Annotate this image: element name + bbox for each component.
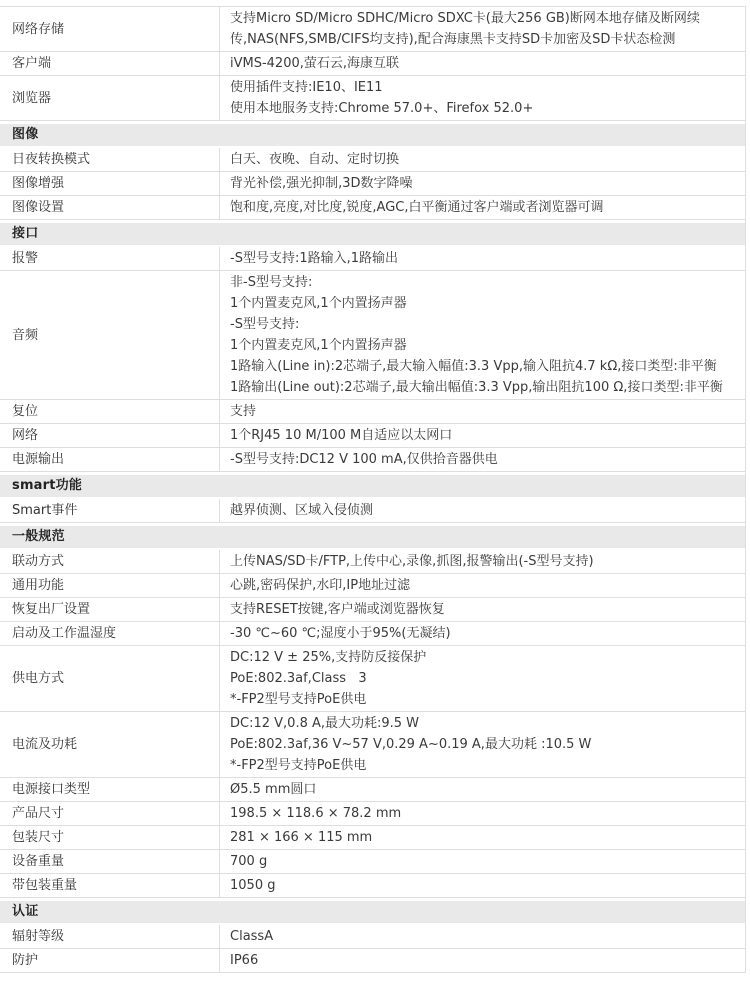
spec-value-line: 1路输出(Line out):2芯端子,最大输出幅值:3.3 Vpp,输出阻抗100 Ω,接口类型:非平衡 xyxy=(230,380,723,395)
spec-value xyxy=(220,622,745,645)
spec-label: 恢复出厂设置 xyxy=(0,598,220,621)
spec-value-line: Ø5.5 mm圆口 xyxy=(230,782,317,797)
spec-value-line: PoE:802.3af,Class 3 xyxy=(230,671,367,686)
spec-value-line: -S型号支持:1路输入,1路输出 xyxy=(230,251,398,266)
spec-label: 报警 xyxy=(0,247,220,270)
table-row xyxy=(0,874,745,898)
spec-value xyxy=(220,850,745,873)
spec-value-line: 上传NAS/SD卡/FTP,上传中心,录像,抓图,报警输出(-S型号支持) xyxy=(230,554,594,569)
spec-value-line: DC:12 V ± 25%,支持防反接保护 xyxy=(230,650,427,665)
section-header: 接口 xyxy=(0,223,745,245)
spec-value-line: 198.5 × 118.6 × 78.2 mm xyxy=(230,806,402,821)
table-row xyxy=(0,622,745,646)
table-row xyxy=(0,826,745,850)
table-row xyxy=(0,778,745,802)
spec-value-line: -S型号支持: xyxy=(230,317,300,332)
spec-value-line: IP66 xyxy=(230,953,259,968)
spec-value xyxy=(220,448,745,471)
spec-value xyxy=(220,712,745,777)
spec-value-line: 饱和度,亮度,对比度,锐度,AGC,白平衡通过客户端或者浏览器可调 xyxy=(230,200,604,215)
spec-value-line: 700 g xyxy=(230,854,268,869)
spec-value xyxy=(220,826,745,849)
table-row xyxy=(0,499,745,523)
table-row xyxy=(0,550,745,574)
spec-value-line: 支持 xyxy=(230,404,257,419)
table-row xyxy=(0,271,745,400)
spec-value-line: 越界侦测、区域入侵侦测 xyxy=(230,503,374,518)
spec-value-line: 使用本地服务支持:Chrome 57.0+、Firefox 52.0+ xyxy=(230,101,534,116)
table-row xyxy=(0,196,745,220)
spec-label: 图像设置 xyxy=(0,196,220,219)
table-row xyxy=(0,448,745,472)
spec-label: 包装尺寸 xyxy=(0,826,220,849)
spec-label: 电源接口类型 xyxy=(0,778,220,801)
table-row xyxy=(0,925,745,949)
spec-value-line: 支持RESET按键,客户端或浏览器恢复 xyxy=(230,602,445,617)
spec-value-line: 非-S型号支持: xyxy=(230,275,313,290)
spec-value xyxy=(220,802,745,825)
table-row xyxy=(0,424,745,448)
table-row xyxy=(0,574,745,598)
spec-value xyxy=(220,148,745,171)
spec-table xyxy=(0,6,746,973)
spec-label: 带包装重量 xyxy=(0,874,220,897)
table-row xyxy=(0,172,745,196)
spec-value xyxy=(220,499,745,522)
spec-value xyxy=(220,550,745,573)
spec-value-line: ClassA xyxy=(230,929,274,944)
table-row xyxy=(0,646,745,712)
spec-value-line: -S型号支持:DC12 V 100 mA,仅供拾音器供电 xyxy=(230,452,498,467)
spec-label: 辐射等级 xyxy=(0,925,220,948)
spec-label: 供电方式 xyxy=(0,646,220,711)
spec-value xyxy=(220,574,745,597)
spec-value xyxy=(220,949,745,972)
spec-value xyxy=(220,76,745,120)
spec-value-line: 白天、夜晚、自动、定时切换 xyxy=(230,152,400,167)
table-row xyxy=(0,400,745,424)
spec-value xyxy=(220,52,745,75)
spec-value xyxy=(220,646,745,711)
spec-value xyxy=(220,598,745,621)
table-row xyxy=(0,148,745,172)
spec-label: 启动及工作温湿度 xyxy=(0,622,220,645)
spec-label: 设备重量 xyxy=(0,850,220,873)
spec-value-line: 281 × 166 × 115 mm xyxy=(230,830,373,845)
spec-value-line: 1个内置麦克风,1个内置扬声器 xyxy=(230,296,407,311)
table-row xyxy=(0,76,745,121)
section-header: smart功能 xyxy=(0,475,745,497)
spec-label: 产品尺寸 xyxy=(0,802,220,825)
spec-value-line: 1050 g xyxy=(230,878,276,893)
spec-value-line: DC:12 V,0.8 A,最大功耗:9.5 W xyxy=(230,716,420,731)
table-row xyxy=(0,52,745,76)
table-row xyxy=(0,7,745,52)
spec-value-line: *-FP2型号支持PoE供电 xyxy=(230,758,367,773)
spec-value-line: PoE:802.3af,36 V~57 V,0.29 A~0.19 A,最大功耗 :10.5 W xyxy=(230,737,592,752)
spec-label: 通用功能 xyxy=(0,574,220,597)
spec-value xyxy=(220,172,745,195)
spec-value xyxy=(220,7,745,51)
spec-label: 联动方式 xyxy=(0,550,220,573)
spec-value xyxy=(220,925,745,948)
spec-label: 日夜转换模式 xyxy=(0,148,220,171)
spec-value-line: 背光补偿,强光抑制,3D数字降噪 xyxy=(230,176,413,191)
spec-value-line: 1个内置麦克风,1个内置扬声器 xyxy=(230,338,407,353)
table-row xyxy=(0,949,745,973)
section-header: 一般规范 xyxy=(0,526,745,548)
spec-label: 网络 xyxy=(0,424,220,447)
spec-label: 图像增强 xyxy=(0,172,220,195)
spec-label: 浏览器 xyxy=(0,76,220,120)
section-header: 图像 xyxy=(0,124,745,146)
spec-value-line: -30 ℃~60 ℃;湿度小于95%(无凝结) xyxy=(230,626,451,641)
spec-label: 电源输出 xyxy=(0,448,220,471)
spec-value-line: 支持Micro SD/Micro SDHC/Micro SDXC卡(最大256 GB)断网本地存储及断网续传,NAS(NFS,SMB/CIFS均支持),配合海康黑卡支持SD卡加密及SD卡状态检测 xyxy=(230,11,700,47)
spec-value xyxy=(220,271,745,399)
table-row xyxy=(0,598,745,622)
table-row xyxy=(0,850,745,874)
spec-value xyxy=(220,196,745,219)
spec-value xyxy=(220,424,745,447)
spec-value-line: 1路输入(Line in):2芯端子,最大输入幅值:3.3 Vpp,输入阻抗4.7 kΩ,接口类型:非平衡 xyxy=(230,359,717,374)
spec-value xyxy=(220,247,745,270)
spec-label: 电流及功耗 xyxy=(0,712,220,777)
spec-value-line: iVMS-4200,萤石云,海康互联 xyxy=(230,56,400,71)
spec-label: Smart事件 xyxy=(0,499,220,522)
spec-value xyxy=(220,778,745,801)
section-header: 认证 xyxy=(0,901,745,923)
spec-label: 客户端 xyxy=(0,52,220,75)
spec-label: 音频 xyxy=(0,271,220,399)
spec-value-line: *-FP2型号支持PoE供电 xyxy=(230,692,367,707)
spec-label: 复位 xyxy=(0,400,220,423)
spec-value xyxy=(220,400,745,423)
spec-value xyxy=(220,874,745,897)
spec-label: 网络存储 xyxy=(0,7,220,51)
spec-value-line: 心跳,密码保护,水印,IP地址过滤 xyxy=(230,578,411,593)
table-row xyxy=(0,802,745,826)
spec-label: 防护 xyxy=(0,949,220,972)
table-row xyxy=(0,247,745,271)
spec-value-line: 使用插件支持:IE10、IE11 xyxy=(230,80,383,95)
spec-value-line: 1个RJ45 10 M/100 M自适应以太网口 xyxy=(230,428,453,443)
table-row xyxy=(0,712,745,778)
